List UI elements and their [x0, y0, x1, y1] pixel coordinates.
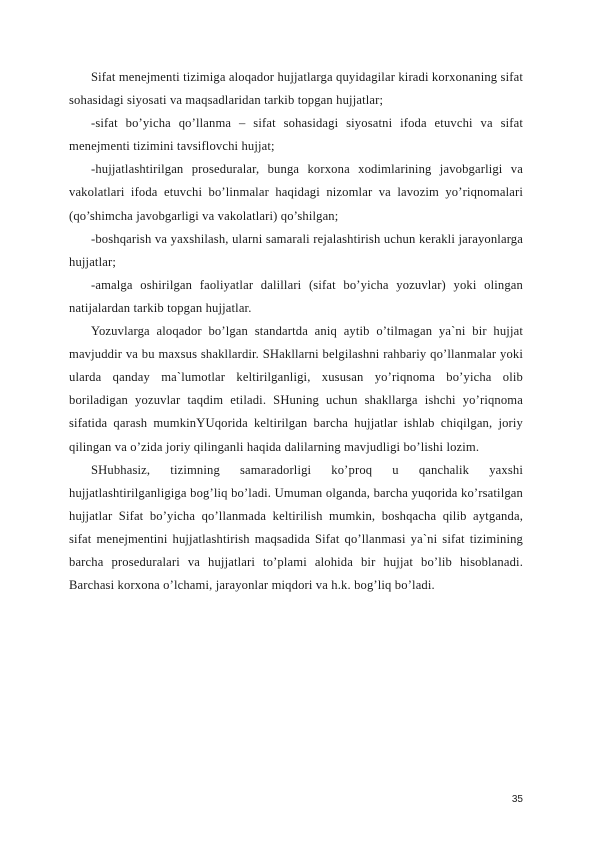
body-text — [69, 66, 523, 597]
paragraph-6: Yozuvlarga aloqador bo’lgan standartda aniq aytib o’tilmagan ya`ni bir hujjat mavjuddir va bu maxsus shakllardir. SHakllarni belgilashni rahbariy qo’llanmalar yoki ularda qanday ma`lumotlar keltirilganligi, xususan yo’riqnoma bo’yicha olib boriladigan yozuvlar taqdim etiladi. SHuning uchun shakllarga ishchi yo’riqnoma sifatida qarash mumkinYUqorida keltirilgan barcha hujjatlar ishlab chiqilgan, joriy qilingan va o’zida joriy qilinganli haqida dalilarning mavjudligi bo’lishi lozim. — [69, 324, 523, 454]
paragraph-2: -sifat bo’yicha qo’llanma – sifat sohasidagi siyosatni ifoda etuvchi va sifat menejmenti tizimini tavsiflovchi hujjat; — [69, 116, 523, 154]
paragraph-1: Sifat menejmenti tizimiga aloqador hujjatlarga quyidagilar kiradi korxonaning sifat sohasidagi siyosati va maqsadlaridan tarkib topgan hujjatlar; — [69, 70, 523, 108]
page-number: 35 — [511, 794, 523, 805]
paragraph-5: -amalga oshirilgan faoliyatlar dalillari (sifat bo’yicha yozuvlar) yoki olingan natijalardan tarkib topgan hujjatlar. — [69, 277, 523, 315]
paragraph-4: -boshqarish va yaxshilash, ularni samarali rejalashtirish uchun kerakli jarayonlarga hujjatlar; — [69, 231, 523, 269]
paragraph-7: SHubhasiz, tizimning samaradorligi ko’proq u qanchalik yaxshi hujjatlashtirilganligiga bog’liq bo’ladi. Umuman olganda, barcha yuqorida ko’rsatilgan hujjatlar Sifat bo’yicha qo’llanmada keltirilish mumkin, boshqacha qilib aytganda, sifat menejmentini hujjatlashtirish maqsadida Sifat qo’llanmasi ya`ni sifat tizimining barcha proseduralari va hujjatlari to’plami alohida bir hujjat bo’lib hisoblanadi. Barchasi korxona o’lchami, jarayonlar miqdori va h.k. bog’liq bo’ladi. — [69, 462, 523, 593]
paragraph-3: -hujjatlashtirilgan proseduralar, bunga korxona xodimlarining javobgarligi va vakolatlari ifoda etuvchi bo’linmalar haqidagi nizomlar va lavozim yo’riqnomalari (qo’shimcha javobgarligi va vakolatlari) qo’shilgan; — [69, 162, 523, 223]
